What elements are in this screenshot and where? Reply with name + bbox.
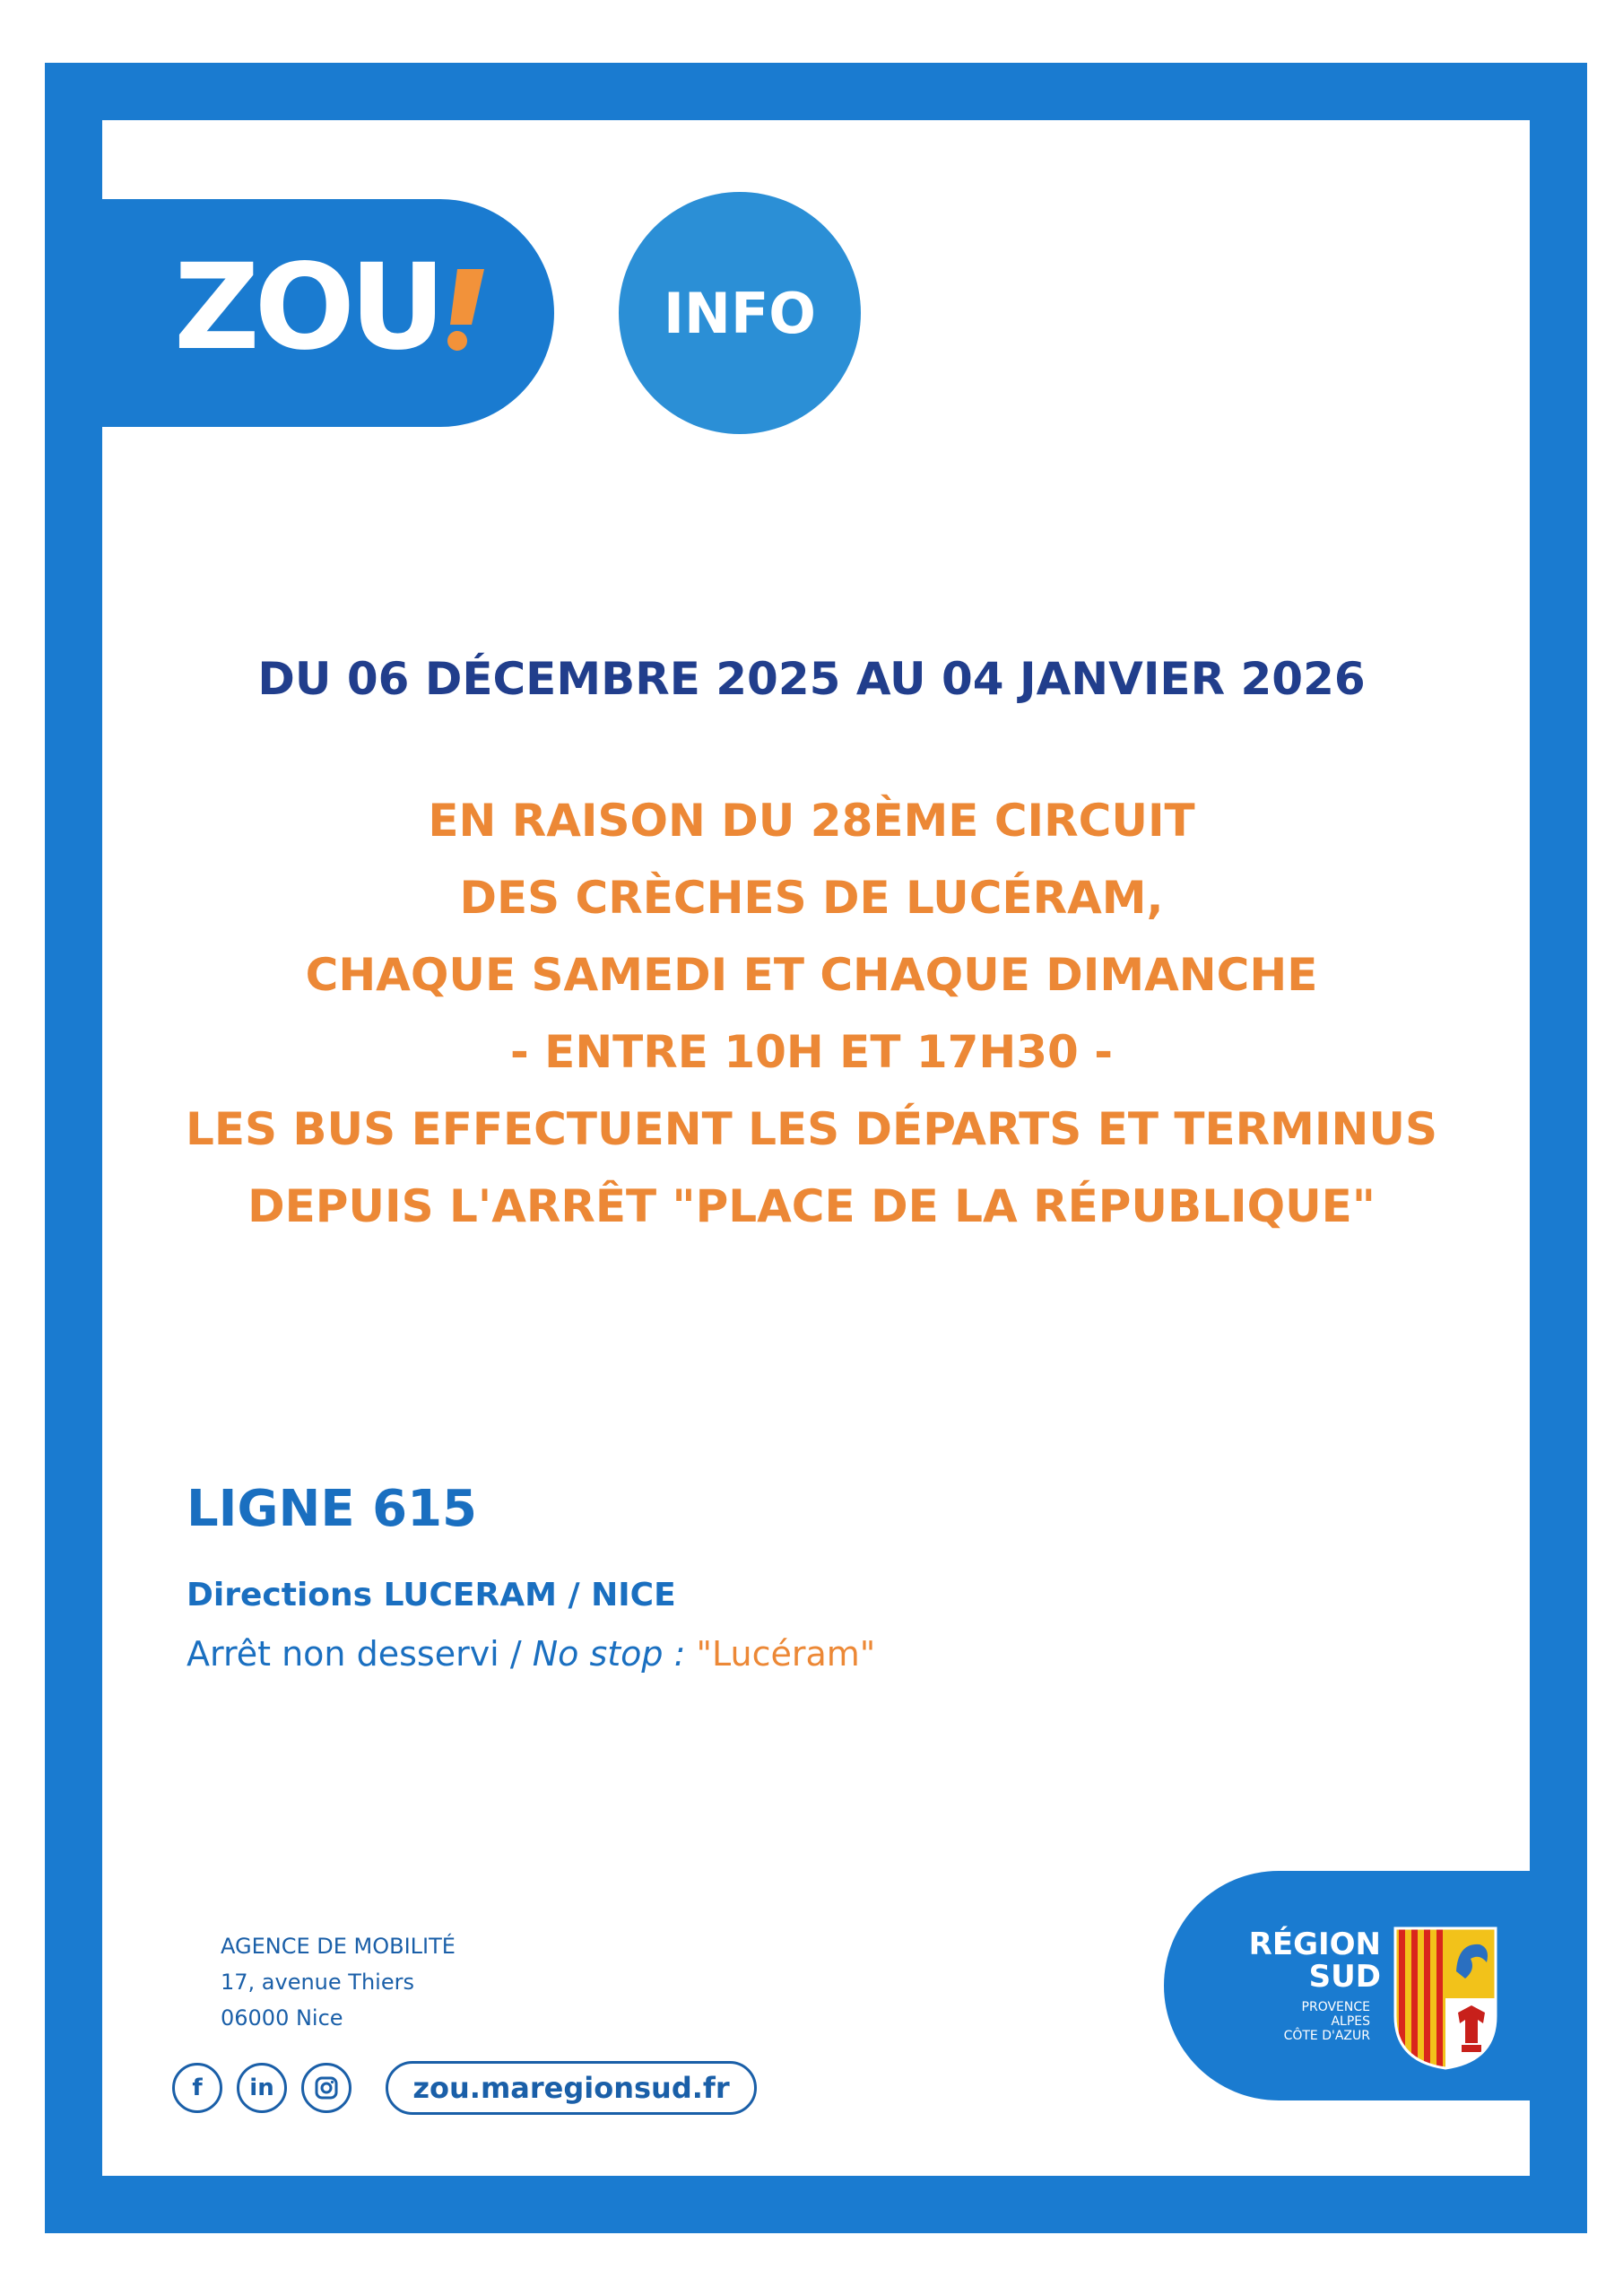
website-link[interactable]: zou.maregionsud.fr (386, 2061, 757, 2115)
social-links (172, 2063, 352, 2113)
stop-name: "Lucéram" (696, 1634, 876, 1674)
facebook-icon[interactable]: f (172, 2063, 222, 2113)
zou-exclamation-icon (445, 269, 484, 352)
region-title-line: SUD (1308, 1959, 1381, 1995)
linkedin-icon[interactable]: in (237, 2063, 287, 2113)
notice-text (0, 782, 1623, 1245)
period-heading: DU 06 DÉCEMBRE 2025 AU 04 JANVIER 2026 (257, 653, 1366, 705)
region-coat-of-arms-icon (1393, 1926, 1497, 2070)
region-title-line: RÉGION (1248, 1926, 1381, 1962)
line-directions: Directions LUCERAM / NICE (187, 1577, 676, 1613)
region-subtitle (1219, 2000, 1370, 2043)
agency-street: 17, avenue Thiers (221, 1970, 414, 1995)
agency-address (221, 1928, 456, 2036)
region-title (1219, 1928, 1381, 1993)
notice-line: EN RAISON DU 28ÈME CIRCUIT (428, 795, 1195, 847)
stop-label-en: No stop : (532, 1634, 686, 1674)
instagram-icon[interactable] (301, 2063, 352, 2113)
notice-line: - ENTRE 10H ET 17H30 - (510, 1026, 1113, 1078)
region-sub-line: CÔTE D'AZUR (1283, 2029, 1370, 2043)
info-badge (619, 192, 861, 434)
notice-line: LES BUS EFFECTUENT LES DÉPARTS ET TERMINUS (186, 1103, 1437, 1155)
line-title: LIGNE 615 (187, 1480, 477, 1538)
notice-line: CHAQUE SAMEDI ET CHAQUE DIMANCHE (305, 949, 1318, 1001)
agency-name: AGENCE DE MOBILITÉ (221, 1934, 456, 1959)
zou-logo: ZOU (174, 239, 441, 377)
stop-info (187, 1634, 875, 1674)
agency-city: 06000 Nice (221, 2005, 343, 2031)
region-sub-line: PROVENCE (1301, 2000, 1370, 2014)
region-sub-line: ALPES (1331, 2014, 1370, 2029)
info-label: INFO (663, 280, 816, 346)
notice-line: DES CRÈCHES DE LUCÉRAM, (459, 872, 1164, 924)
stop-label: Arrêt non desservi / (187, 1634, 522, 1674)
notice-line: DEPUIS L'ARRÊT "PLACE DE LA RÉPUBLIQUE" (247, 1180, 1376, 1232)
